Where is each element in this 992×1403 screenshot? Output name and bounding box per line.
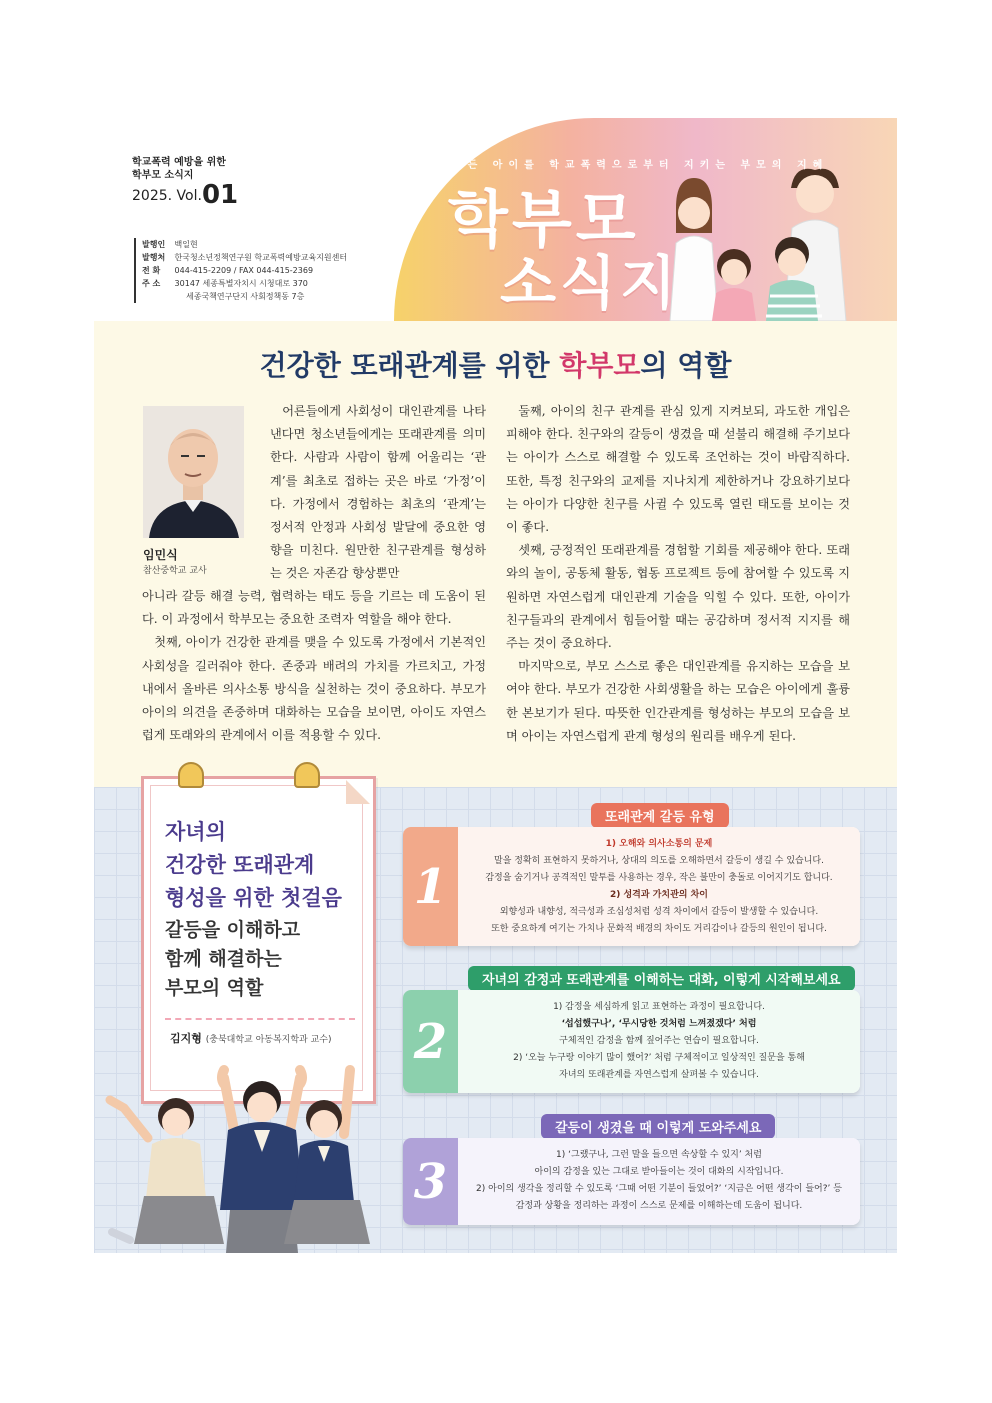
card-body: 1) 감정을 세심하게 읽고 표현하는 과정이 필요합니다. ‘섭섭했구나’, ‘무시당한 것처럼 느껴졌겠다’ 처럼 구체적인 감정을 함께 짚어주는 연습이 필요합니다. 2) ‘오늘 누구랑 이야기 많이 했어?’ 처럼 구체적이고 일상적인 질문을 통해 자녀의 또래관계를 자연스럽게 살펴볼 수 있습니다. <box>458 990 860 1093</box>
note-heading: 자녀의 건강한 또래관계 형성을 위한 첫걸음 <box>165 820 342 910</box>
note-author: 김지형 (충북대학교 아동복지학과 교수) <box>170 1032 332 1045</box>
article-title-main: 건강한 또래관계를 위한 <box>259 349 560 382</box>
author-name: 임민식 <box>143 548 178 562</box>
author-portrait <box>143 406 244 538</box>
binder-clip-icon <box>178 762 204 788</box>
card-number: 2 <box>403 990 458 1093</box>
daughter-figure <box>712 249 756 321</box>
card-conflict-types <box>403 827 860 946</box>
author-affiliation: 참산중학교 교사 <box>143 566 207 576</box>
publisher-info <box>134 238 347 303</box>
note-subheading: 갈등을 이해하고 함께 해결하는 부모의 역할 <box>165 919 301 999</box>
student-girl-left <box>110 1098 224 1244</box>
publisher-address-line2: 세종국책연구단지 사회정책동 7층 <box>186 292 305 301</box>
banner-title-line2: 소식지 <box>500 249 681 317</box>
volume-label <box>132 180 238 210</box>
card-body: 1) ‘그랬구나, 그런 말을 들으면 속상할 수 있지’ 처럼 아이의 감정을 있는 그대로 받아들이는 것이 대화의 시작입니다. 2) 아이의 생각을 정리할 수 있도록 ‘그때 어떤 기분이 들었어?’ ‘지금은 어떤 생각이 들어?’ 등 감정과 상황을 정리하는 과정이 스스로 문제를 이해하는데 도움이 됩니다. <box>458 1138 860 1225</box>
publisher-row: 전 화 044-415-2209 / FAX 044-415-2369 <box>142 266 314 275</box>
volume-prefix: 2025. Vol. <box>132 188 202 204</box>
tag-conflict-types: 또래관계 갈등 유형 <box>591 803 729 828</box>
publisher-row: 발행처 한국청소년정책연구원 학교폭력예방교육지원센터 <box>142 253 348 262</box>
article-paragraph-third: 셋째, 긍정적인 또래관계를 경험할 기회를 제공해야 한다. 또래와의 놀이, 공동체 활동, 협동 프로젝트 등에 참여할 수 있도록 지원하면 자연스럽게 대인관계 기술을 익힐 수 있다. 또한, 아이가 친구들과의 관계에서 힘들어할 때는 공감하며 정서적 지지를 해 주는 것이 중요하다. <box>506 543 850 651</box>
article-paragraph-intro-cont: 아니라 갈등 해결 능력, 협력하는 태도 등을 기르는 데 도움이 된다. 이 과정에서 학부모는 중요한 조력자 역할을 해야 한다. <box>142 589 486 627</box>
card-body: 1) 오해와 의사소통의 문제 말을 정확히 표현하지 못하거나, 상대의 의도를 오해하면서 갈등이 생길 수 있습니다. 감정을 숨기거나 공격적인 말투를 사용하는 경우, 작은 불만이 충돌로 이어지기도 합니다. 2) 성격과 가치관의 차이 외향성과 내향성, 적극성과 조심성처럼 성격 차이에서 갈등이 발생할 수 있습니다. 또한 중요하게 여기는 가치나 문화적 배경의 차이도 거리감이나 갈등의 원인이 됩니다. <box>458 827 860 946</box>
card-dialogue <box>403 990 860 1093</box>
kicker-line-1: 학교폭력 예방을 위한 <box>132 157 226 168</box>
tag-dialogue: 자녀의 감정과 또래관계를 이해하는 대화, 이렇게 시작해보세요 <box>468 966 855 991</box>
note-corner-fold <box>346 780 370 804</box>
banner-title-line1: 학부모 <box>448 183 640 256</box>
article-paragraph-last: 마지막으로, 부모 스스로 좋은 대인관계를 유지하는 모습을 보여야 한다. 부모가 건강한 사회생활을 하는 모습은 아이에게 훌륭한 본보기가 된다. 따뜻한 인간관계를 형성하는 부모의 모습을 보며 아이는 자연스럽게 관계 형성의 원리를 배우게 된다. <box>506 659 850 743</box>
banner-slogan: 모든 아이를 학교폭력으로부터 지키는 부모의 지혜 <box>452 160 829 171</box>
students-illustration <box>104 1060 384 1253</box>
publisher-row: 발행인 백일현 <box>142 240 198 249</box>
binder-clip-icon <box>294 762 320 788</box>
volume-number: 01 <box>201 180 239 210</box>
note-author-affiliation: (충북대학교 아동복지학과 교수) <box>205 1035 332 1045</box>
card-conflict-help <box>403 1138 860 1225</box>
article-column-left <box>142 585 486 747</box>
article-paragraph-intro: 어른들에게 사회성이 대인관계를 나타낸다면 청소년들에게는 또래관계를 의미한다. 사람과 사람이 함께 어울리는 ‘관계’를 최초로 접하는 곳은 바로 ‘가정’이다. 가정에서 경험하는 최초의 ‘관계’는 정서적 안정과 사회성 발달에 중요한 영향을 미친다. 원만한 친구관계를 형성하는 것은 자존감 향상뿐만 <box>270 404 486 581</box>
card-number: 3 <box>403 1138 458 1225</box>
newsletter-kicker <box>132 156 226 182</box>
note-divider <box>165 1018 355 1020</box>
article-title-highlight: 학부모 <box>559 349 641 382</box>
article-paragraph-first: 첫째, 아이가 건강한 관계를 맺을 수 있도록 가정에서 기본적인 사회성을 길러줘야 한다. 존중과 배려의 가치를 가르치고, 가정 내에서 올바른 의사소통 방식을 실천하는 것이 중요하다. 부모가 아이의 의견을 존중하며 대화하는 모습을 보이면, 아이도 자연스럽게 또래와의 관계에서 이를 적용할 수 있다. <box>142 635 486 743</box>
article-paragraph-second: 둘째, 아이의 친구 관계를 관심 있게 지켜보되, 과도한 개입은 피해야 한다. 친구와의 갈등이 생겼을 때 섣불리 해결해 주기보다는 아이가 스스로 해결할 수 있도록 조언하는 것이 바람직하다. 또한, 특정 친구와의 교제를 지나치게 제한하거나 강요하기보다는 아이가 다양한 친구를 사귈 수 있도록 열린 태도를 보이는 것이 좋다. <box>506 404 850 535</box>
article-title-tail: 의 역할 <box>640 349 732 382</box>
card-number: 1 <box>403 827 458 946</box>
tag-conflict-help: 갈등이 생겼을 때 이렇게 도와주세요 <box>541 1114 775 1139</box>
article-column-right <box>506 400 850 748</box>
publisher-row: 주 소 30147 세종특별자치시 시청대로 370 <box>142 279 308 288</box>
kicker-line-2: 학부모 소식지 <box>132 170 194 181</box>
article-title <box>94 344 897 384</box>
